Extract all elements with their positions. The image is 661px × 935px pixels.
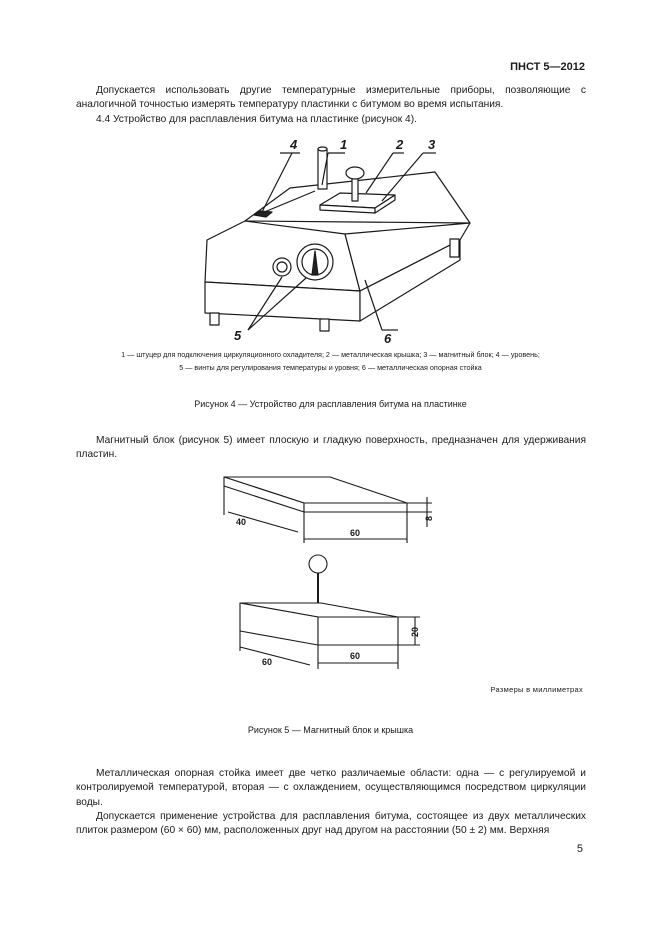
figure-4-label-2: 2 (396, 137, 404, 152)
page-number: 5 (576, 843, 583, 855)
intro-paragraph-1: Допускается использовать другие температурные измерительные приборы, позволяющие с аналогичной точностью измерять температуру пластинки с битумом во время испытания. (76, 85, 586, 111)
dim-block-height: 8 (424, 515, 434, 521)
device-front-face (205, 221, 360, 291)
units-note: Размеры в миллиметрах (490, 685, 583, 694)
dim-lid-width: 60 (350, 651, 361, 661)
bottom-paragraph-2: Допускается применение устройства для расплавления битума, состоящее из двух металлических плиток размером (60 × 60) мм, расположенных друг над другом на расстоянии (50 ± 2) мм. Верхняя (76, 810, 586, 837)
lid-handle-knob (309, 555, 327, 573)
intro-text (76, 84, 586, 127)
figure-4-label-6: 6 (384, 331, 392, 345)
figure-4-legend-line-2: 5 — винты для регулирования температуры и уровня; 6 — металлическая опорная стойка (179, 362, 482, 372)
dim-lid-depth: 60 (262, 657, 273, 667)
dim-line-lid-depth (240, 647, 310, 665)
figure-4-label-1: 1 (340, 137, 348, 152)
figure-4-label-5: 5 (234, 328, 242, 343)
document-code: ПНСТ 5—2012 (510, 61, 585, 73)
middle-paragraph-1: Магнитный блок (рисунок 5) имеет плоскую и гладкую поверхность, предназначен для удерживания пластин. (76, 435, 586, 461)
dim-block-width: 60 (350, 528, 361, 538)
figure-4-label-3: 3 (428, 137, 436, 152)
middle-text (76, 434, 586, 463)
device-foot (320, 319, 329, 331)
figure-4-legend-line-1: 1 — штуцер для подключения циркуляционного охладителя; 2 — металлическая крышка; 3 — магнитный блок; 4 — уровень; (121, 350, 540, 359)
intro-paragraph-2: 4.4 Устройство для расплавления битума на пластинке (рисунок 4). (96, 113, 417, 125)
figure-4-label-4: 4 (290, 137, 298, 152)
figure-4-drawing (170, 135, 500, 345)
figure-4-caption: Рисунок 4 — Устройство для расплавления битума на пластинке (194, 399, 467, 409)
figure-4-legend (40, 349, 621, 374)
bottom-paragraph-1: Металлическая опорная стойка имеет две четко различаемые области: одна — с регулируемой и контролируемой температурой, вторая — с охлаждением, осуществляющимся посредством циркуляции воды. (76, 768, 586, 808)
dim-block-depth: 40 (236, 517, 247, 527)
dim-lid-height: 20 (410, 626, 420, 637)
device-foot (450, 239, 459, 257)
figure-5-drawing (200, 465, 450, 675)
block-side-face (304, 503, 407, 512)
figure-5-caption: Рисунок 5 — Магнитный блок и крышка (247, 725, 414, 735)
device-foot (210, 313, 219, 325)
bottom-text (76, 767, 586, 838)
control-knob-small (273, 258, 291, 276)
coolant-fitting-top (318, 147, 327, 151)
lid-handle-knob (346, 167, 364, 179)
lid-side-face (318, 617, 398, 645)
